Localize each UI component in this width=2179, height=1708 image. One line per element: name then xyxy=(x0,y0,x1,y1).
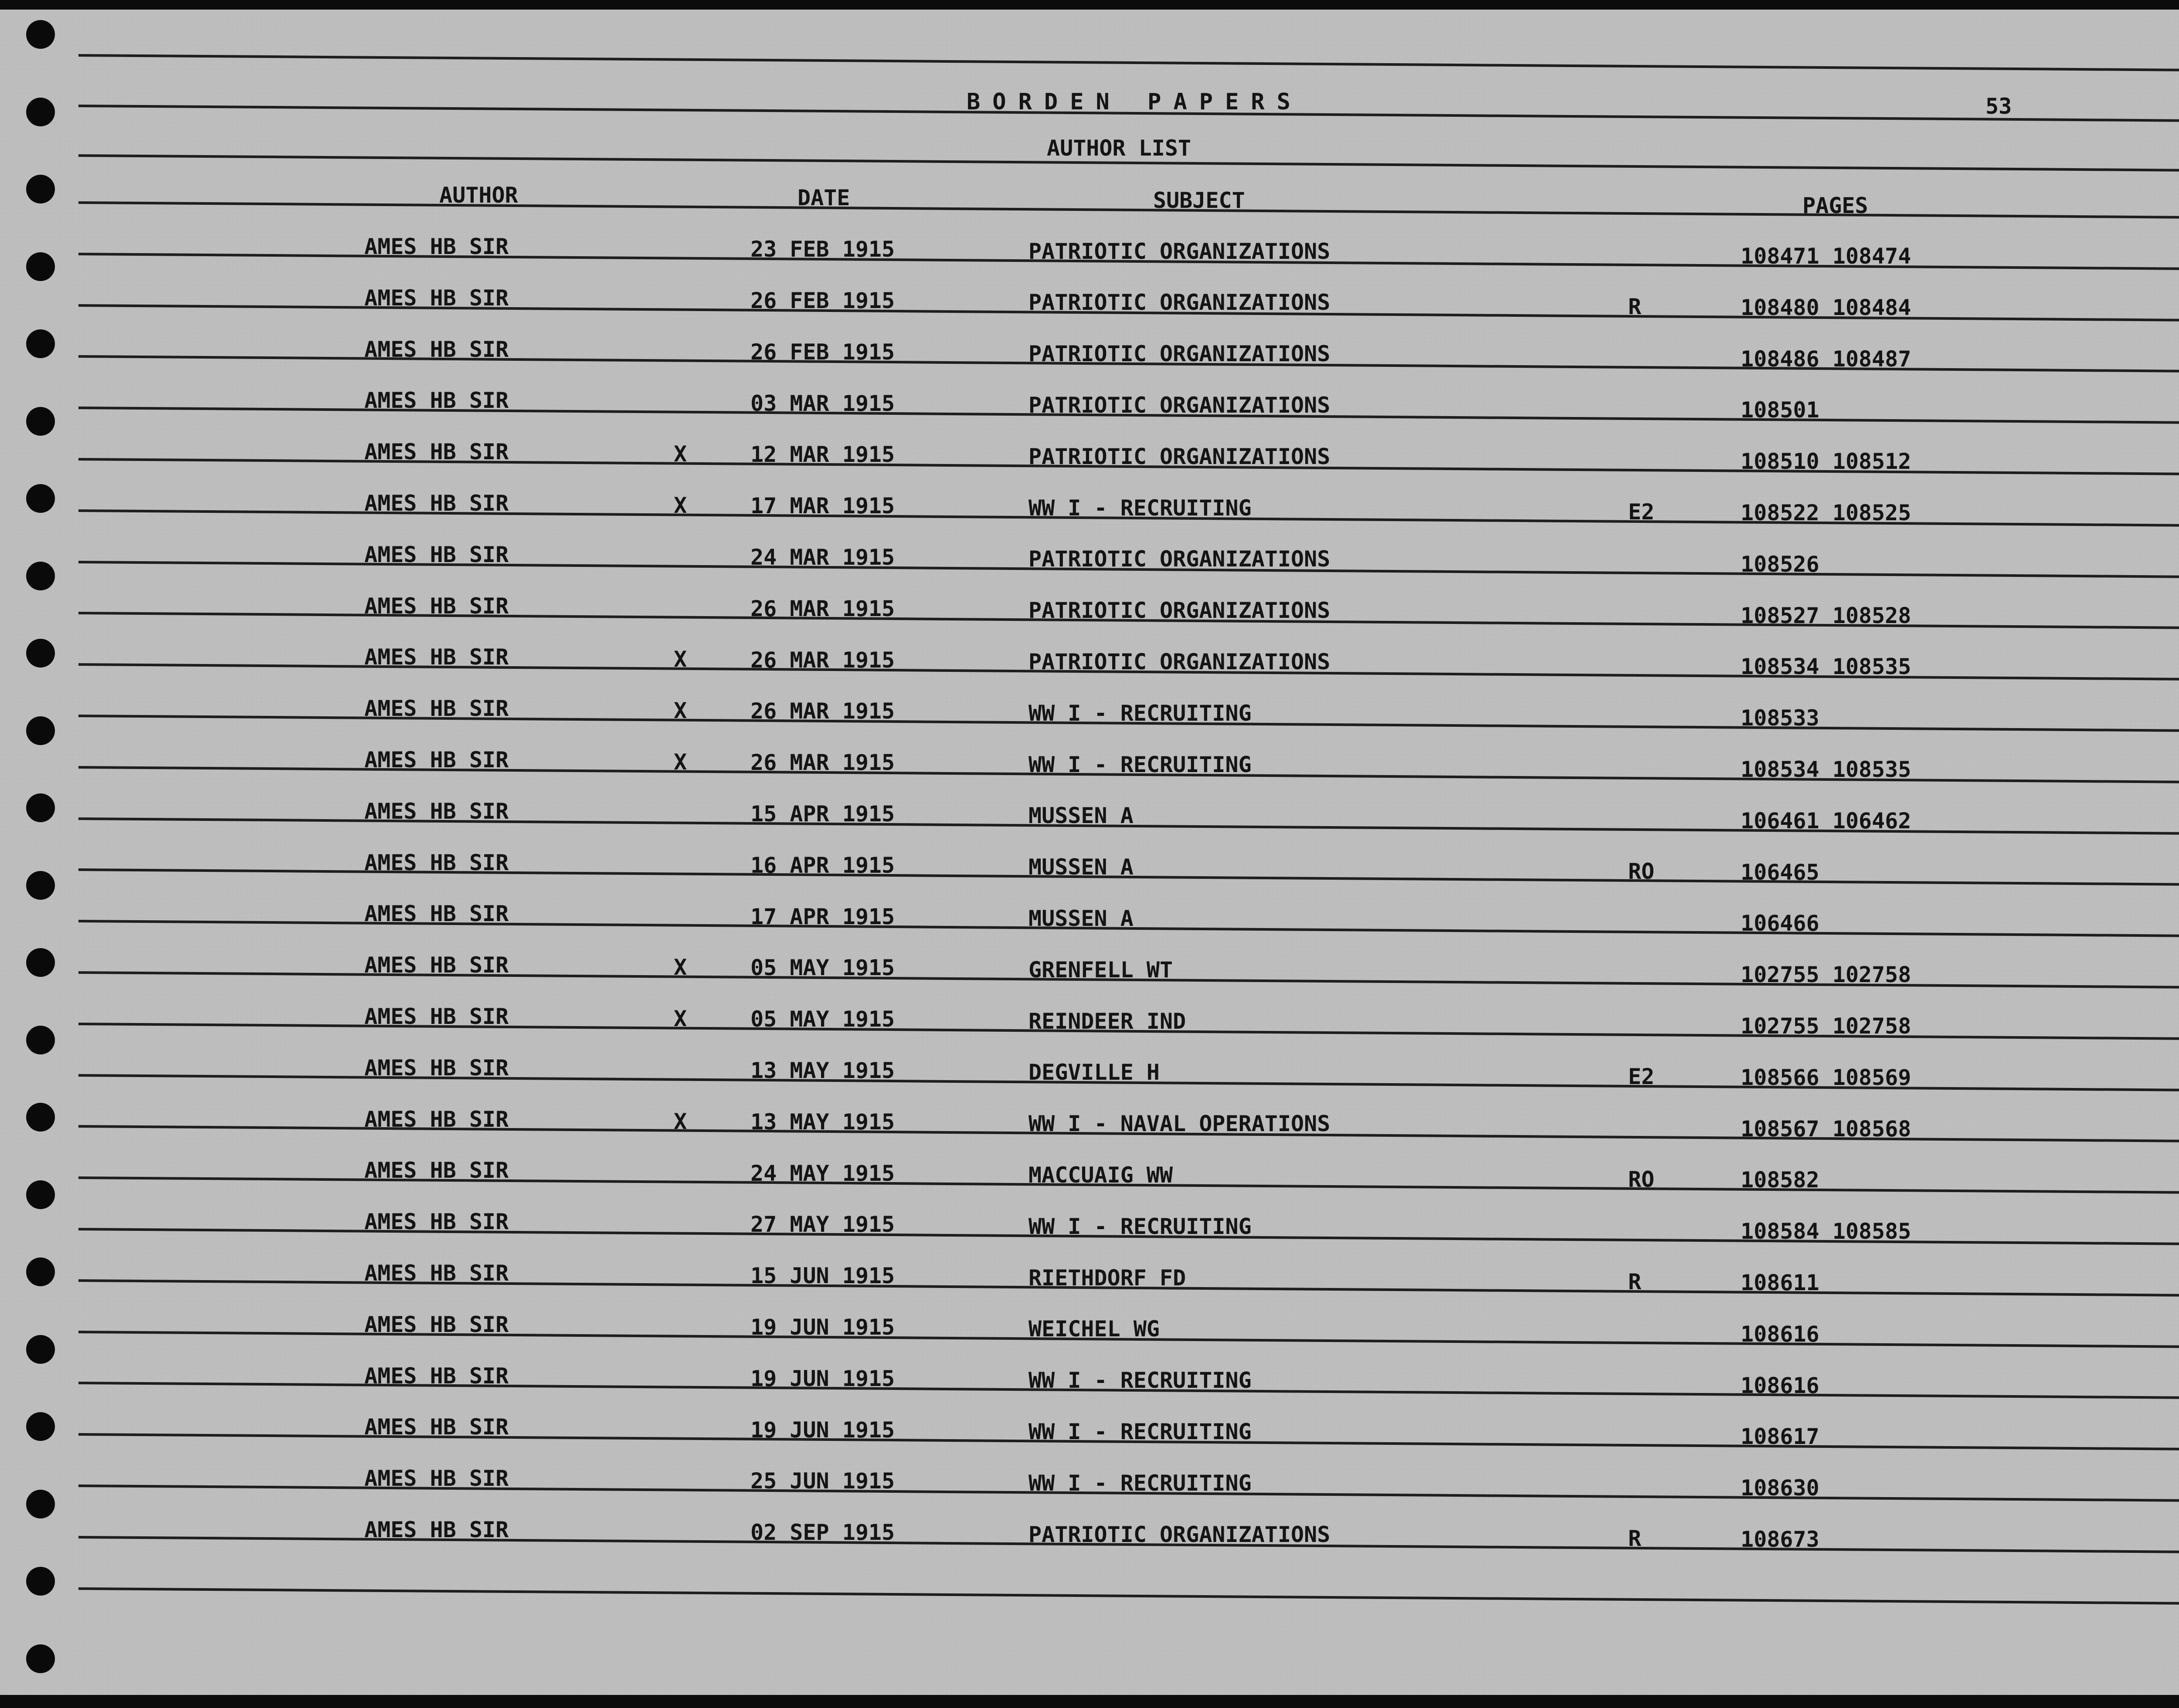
cell-subject: WW I - RECRUITING xyxy=(1028,1419,1252,1445)
cell-date: 17 APR 1915 xyxy=(750,904,895,929)
scan-border-top xyxy=(0,0,2179,10)
cell-pages: 102755 102758 xyxy=(1741,1013,1911,1039)
cell-pages: 108616 xyxy=(1741,1372,1819,1398)
cell-subject: PATRIOTIC ORGANIZATIONS xyxy=(1028,341,1330,367)
cell-author: AMES HB SIR xyxy=(364,644,509,670)
cell-pages: 108486 108487 xyxy=(1741,346,1911,372)
cell-author: AMES HB SIR xyxy=(364,1055,509,1081)
cell-flag: X xyxy=(674,441,687,467)
document-subtitle: AUTHOR LIST xyxy=(1047,136,1191,161)
cell-pages: 108522 108525 xyxy=(1741,500,1911,526)
cell-subject: MUSSEN A xyxy=(1028,803,1134,829)
tractor-hole xyxy=(26,1180,55,1209)
cell-pages: 108582 xyxy=(1741,1167,1819,1193)
cell-subject: RIETHDORF FD xyxy=(1028,1265,1186,1291)
cell-pages: 108673 xyxy=(1741,1527,1819,1552)
cell-date: 24 MAY 1915 xyxy=(750,1160,895,1186)
tractor-hole xyxy=(26,407,55,436)
cell-author: AMES HB SIR xyxy=(364,1106,509,1132)
tractor-hole xyxy=(26,98,55,126)
cell-author: AMES HB SIR xyxy=(364,1466,509,1491)
cell-date: 15 JUN 1915 xyxy=(750,1263,895,1289)
cell-pages: 108510 108512 xyxy=(1741,449,1911,474)
cell-date: 26 MAR 1915 xyxy=(750,698,895,724)
cell-author: AMES HB SIR xyxy=(364,1261,509,1286)
cell-subject: PATRIOTIC ORGANIZATIONS xyxy=(1028,290,1330,315)
cell-subject: WW I - RECRUITING xyxy=(1028,1213,1252,1239)
tractor-hole xyxy=(26,1490,55,1518)
cell-code: RO xyxy=(1628,858,1655,884)
cell-subject: WW I - NAVAL OPERATIONS xyxy=(1028,1111,1330,1137)
cell-pages: 106466 xyxy=(1741,911,1819,936)
cell-pages: 106461 106462 xyxy=(1741,808,1911,834)
cell-date: 05 MAY 1915 xyxy=(750,955,895,981)
tractor-hole xyxy=(26,1026,55,1054)
ruled-line xyxy=(78,54,2179,72)
cell-code: E2 xyxy=(1628,1064,1655,1090)
document-title: BORDEN PAPERS xyxy=(967,89,1303,115)
ruled-line xyxy=(78,1587,2179,1605)
tractor-hole xyxy=(26,1103,55,1132)
tractor-hole xyxy=(26,562,55,590)
cell-pages: 106465 xyxy=(1741,859,1819,885)
cell-date: 13 MAY 1915 xyxy=(750,1109,895,1135)
cell-date: 26 MAR 1915 xyxy=(750,750,895,776)
cell-subject: WW I - RECRUITING xyxy=(1028,700,1252,726)
tractor-hole xyxy=(26,20,55,49)
tractor-hole xyxy=(26,252,55,281)
cell-pages: 108501 xyxy=(1741,397,1819,423)
cell-subject: GRENFELL WT xyxy=(1028,957,1173,983)
cell-pages: 108566 108569 xyxy=(1741,1064,1911,1090)
cell-author: AMES HB SIR xyxy=(364,1312,509,1337)
tractor-hole xyxy=(26,639,55,668)
tractor-hole xyxy=(26,948,55,977)
column-header-author: AUTHOR xyxy=(439,183,518,208)
cell-subject: MUSSEN A xyxy=(1028,906,1134,932)
cell-subject: WEICHEL WG xyxy=(1028,1316,1160,1342)
cell-author: AMES HB SIR xyxy=(364,952,509,978)
cell-pages: 108611 xyxy=(1741,1270,1819,1296)
page-number: 53 xyxy=(1986,94,2012,119)
cell-pages: 108527 108528 xyxy=(1741,603,1911,628)
cell-date: 25 JUN 1915 xyxy=(750,1468,895,1494)
cell-author: AMES HB SIR xyxy=(364,336,509,362)
cell-date: 16 APR 1915 xyxy=(750,852,895,878)
cell-date: 15 APR 1915 xyxy=(750,801,895,827)
cell-subject: WW I - RECRUITING xyxy=(1028,1368,1252,1393)
cell-author: AMES HB SIR xyxy=(364,850,509,875)
tractor-hole xyxy=(26,871,55,900)
cell-author: AMES HB SIR xyxy=(364,1363,509,1389)
cell-pages: 108630 xyxy=(1741,1475,1819,1501)
cell-author: AMES HB SIR xyxy=(364,696,509,722)
cell-subject: PATRIOTIC ORGANIZATIONS xyxy=(1028,444,1330,469)
cell-author: AMES HB SIR xyxy=(364,491,509,516)
cell-code: R xyxy=(1628,1526,1642,1552)
cell-date: 26 MAR 1915 xyxy=(750,596,895,621)
cell-author: AMES HB SIR xyxy=(364,542,509,567)
tractor-hole xyxy=(26,716,55,745)
cell-author: AMES HB SIR xyxy=(364,747,509,773)
cell-date: 19 JUN 1915 xyxy=(750,1417,895,1443)
cell-pages: 108534 108535 xyxy=(1741,757,1911,783)
cell-date: 23 FEB 1915 xyxy=(750,237,895,262)
cell-author: AMES HB SIR xyxy=(364,798,509,824)
cell-subject: WW I - RECRUITING xyxy=(1028,752,1252,777)
cell-pages: 108526 xyxy=(1741,551,1819,577)
cell-date: 19 JUN 1915 xyxy=(750,1366,895,1391)
cell-subject: PATRIOTIC ORGANIZATIONS xyxy=(1028,1522,1330,1547)
cell-pages: 108617 xyxy=(1741,1424,1819,1450)
cell-subject: PATRIOTIC ORGANIZATIONS xyxy=(1028,649,1330,675)
cell-date: 17 MAR 1915 xyxy=(750,493,895,519)
cell-author: AMES HB SIR xyxy=(364,234,509,259)
cell-date: 27 MAY 1915 xyxy=(750,1212,895,1237)
cell-date: 02 SEP 1915 xyxy=(750,1520,895,1545)
cell-subject: WW I - RECRUITING xyxy=(1028,495,1252,521)
cell-pages: 108567 108568 xyxy=(1741,1116,1911,1142)
cell-pages: 108534 108535 xyxy=(1741,654,1911,680)
tractor-hole xyxy=(26,1644,55,1673)
cell-subject: PATRIOTIC ORGANIZATIONS xyxy=(1028,238,1330,264)
tractor-hole xyxy=(26,793,55,822)
cell-author: AMES HB SIR xyxy=(364,388,509,413)
cell-code: E2 xyxy=(1628,499,1655,525)
tractor-hole xyxy=(26,1567,55,1596)
cell-author: AMES HB SIR xyxy=(364,901,509,927)
cell-date: 24 MAR 1915 xyxy=(750,544,895,570)
cell-date: 13 MAY 1915 xyxy=(750,1057,895,1083)
cell-author: AMES HB SIR xyxy=(364,285,509,311)
cell-subject: PATRIOTIC ORGANIZATIONS xyxy=(1028,598,1330,624)
cell-author: AMES HB SIR xyxy=(364,1209,509,1235)
cell-code: RO xyxy=(1628,1166,1655,1192)
tractor-hole xyxy=(26,329,55,358)
tractor-hole xyxy=(26,175,55,203)
tractor-hole xyxy=(26,1335,55,1364)
cell-subject: MUSSEN A xyxy=(1028,854,1134,880)
cell-code: R xyxy=(1628,294,1642,320)
tractor-hole xyxy=(26,1412,55,1441)
column-header-date: DATE xyxy=(798,185,850,210)
cell-author: AMES HB SIR xyxy=(364,593,509,619)
cell-flag: X xyxy=(674,1006,687,1031)
tractor-hole xyxy=(26,1257,55,1286)
cell-date: 26 MAR 1915 xyxy=(750,647,895,673)
cell-subject: MACCUAIG WW xyxy=(1028,1162,1173,1188)
tractor-hole xyxy=(26,484,55,513)
cell-pages: 108480 108484 xyxy=(1741,295,1911,320)
cell-pages: 108616 xyxy=(1741,1321,1819,1347)
cell-flag: X xyxy=(674,1108,687,1134)
cell-subject: PATRIOTIC ORGANIZATIONS xyxy=(1028,393,1330,418)
cell-flag: X xyxy=(674,749,687,775)
cell-flag: X xyxy=(674,955,687,980)
cell-pages: 102755 102758 xyxy=(1741,962,1911,988)
cell-author: AMES HB SIR xyxy=(364,1517,509,1542)
cell-pages: 108533 xyxy=(1741,705,1819,731)
cell-subject: WW I - RECRUITING xyxy=(1028,1470,1252,1496)
cell-date: 12 MAR 1915 xyxy=(750,442,895,468)
cell-subject: PATRIOTIC ORGANIZATIONS xyxy=(1028,546,1330,572)
cell-date: 05 MAY 1915 xyxy=(750,1006,895,1032)
cell-subject: DEGVILLE H xyxy=(1028,1060,1160,1085)
cell-date: 26 FEB 1915 xyxy=(750,288,895,313)
cell-author: AMES HB SIR xyxy=(364,1158,509,1183)
cell-author: AMES HB SIR xyxy=(364,1004,509,1029)
cell-date: 26 FEB 1915 xyxy=(750,339,895,365)
cell-code: R xyxy=(1628,1269,1642,1295)
column-header-pages: PAGES xyxy=(1802,193,1868,218)
cell-flag: X xyxy=(674,492,687,518)
cell-author: AMES HB SIR xyxy=(364,1414,509,1440)
column-header-subject: SUBJECT xyxy=(1153,188,1245,213)
cell-date: 19 JUN 1915 xyxy=(750,1314,895,1340)
cell-flag: X xyxy=(674,698,687,724)
cell-subject: REINDEER IND xyxy=(1028,1008,1186,1034)
cell-author: AMES HB SIR xyxy=(364,439,509,465)
cell-flag: X xyxy=(674,647,687,672)
cell-date: 03 MAR 1915 xyxy=(750,390,895,416)
cell-pages: 108584 108585 xyxy=(1741,1219,1911,1244)
cell-pages: 108471 108474 xyxy=(1741,244,1911,269)
